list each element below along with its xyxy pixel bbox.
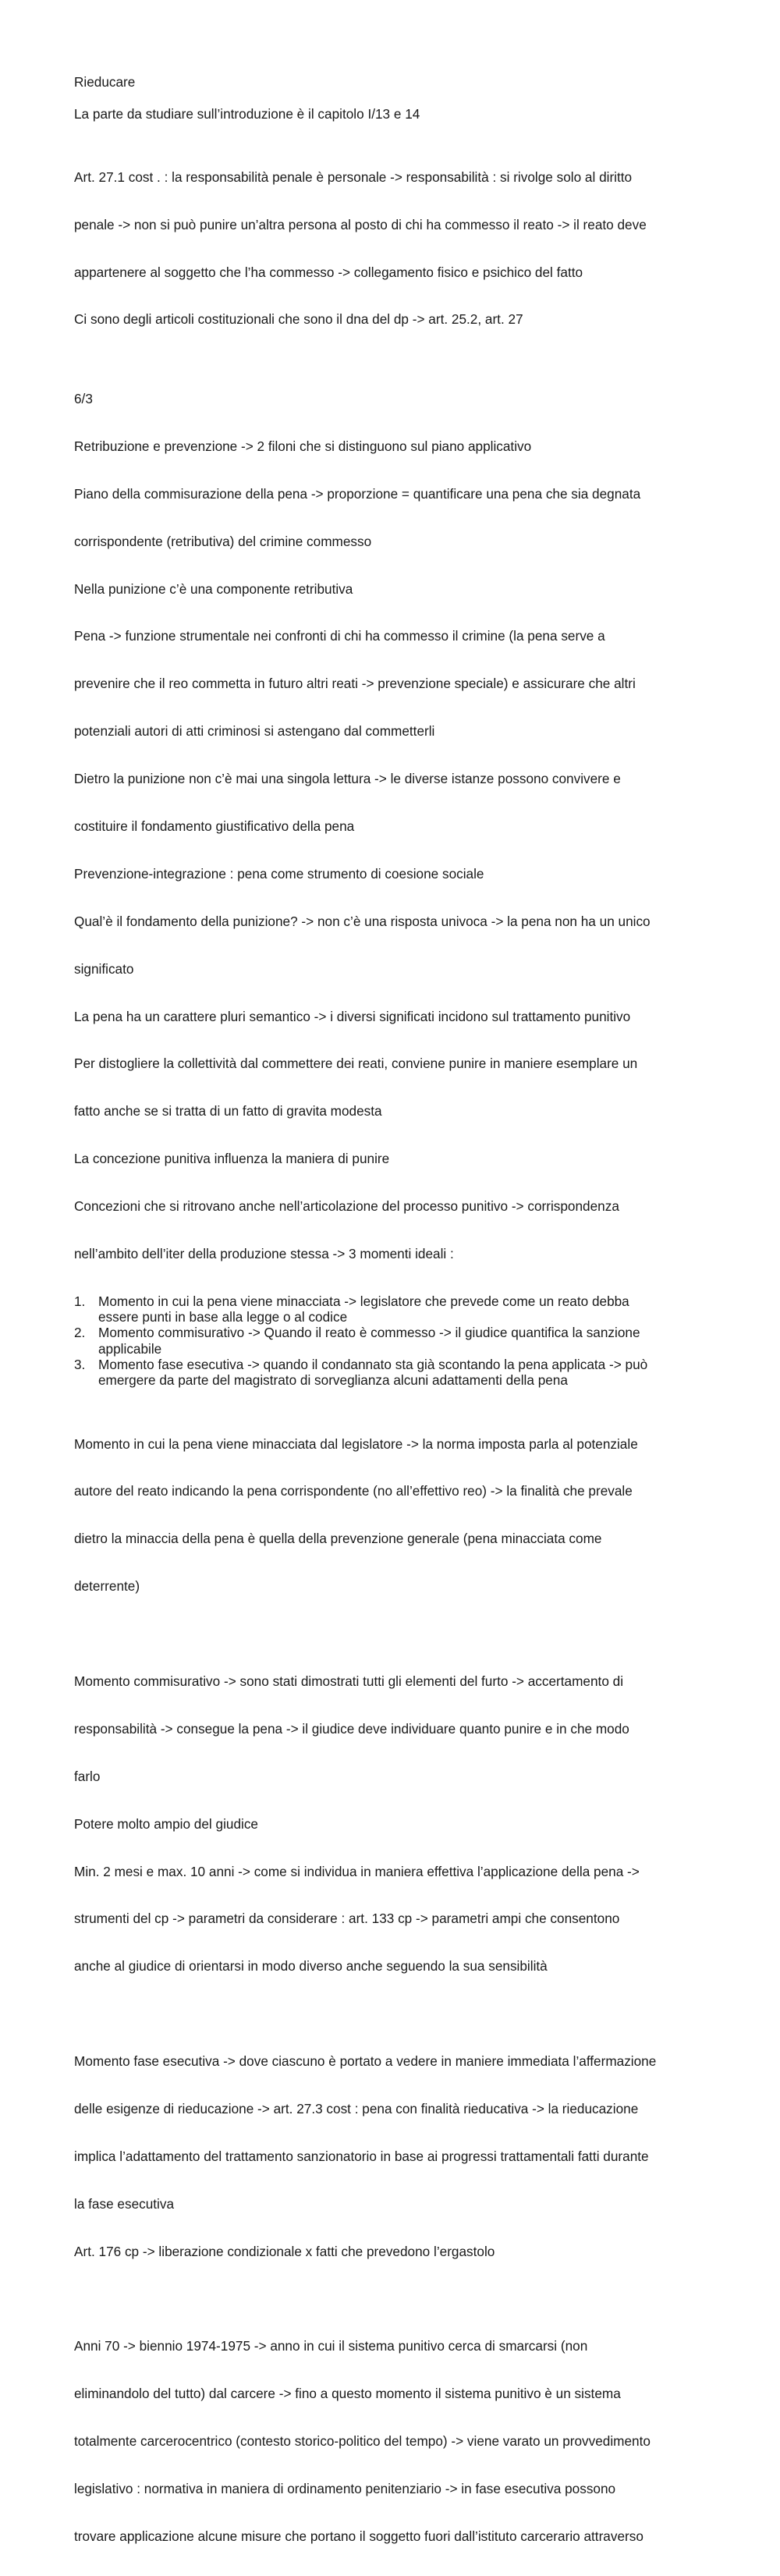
text-line: Prevenzione-integrazione : pena come strumento di coesione sociale [74,865,484,882]
anni-70-paragraph [74,2307,714,2576]
text-line: delle esigenze di rieducazione -> art. 27.3 cost : pena con finalità rieducativa -> la rieducazione [74,2101,639,2117]
text-line: Nella punizione c’è una componente retributiva [74,580,353,597]
text-line: Retribuzione e prevenzione -> 2 filoni che si distinguono sul piano applicativo [74,438,532,454]
text-line: anche al giudice di orientarsi in modo diverso anche seguendo la sua sensibilità [74,1958,548,1975]
title-line: Rieducare [74,74,136,90]
text-line: Momento commisurativo -> Quando il reato è commesso -> il giudice quantifica la sanzione [98,1325,640,1341]
text-line: Min. 2 mesi e max. 10 anni -> come si individua in maniera effettiva l’applicazione della pena -> [74,1863,640,1879]
date-line: 6/3 [74,390,93,406]
text-line: Potere molto ampio del giudice [74,1815,258,1832]
text-line: appartenere al soggetto che l’ha commesso -> collegamento fisico e psichico del fatto [74,264,583,280]
momenti-list [74,1293,714,1389]
text-line: Art. 176 cp -> liberazione condizionale x fatti che prevedono l’ergastolo [74,2243,495,2259]
list-number: 1. [74,1293,86,1309]
intro-paragraph [74,106,714,122]
art-27-paragraph [74,137,714,359]
text-line: Momento commisurativo -> sono stati dimostrati tutti gli elementi del furto -> accertamento di [74,1673,624,1689]
text-line: corrispondente (retributiva) del crimine commesso [74,533,372,549]
text-line: La pena ha un carattere pluri semantico -> i diversi significati incidono sul trattamento punitivo [74,1008,631,1024]
document-body [74,74,714,2576]
text-line: Momento in cui la pena viene minacciata dal legislatore -> la norma imposta parla al potenziale [74,1435,638,1452]
text-line: Pena -> funzione strumentale nei confronti di chi ha commesso il crimine (la pena serve a [74,628,605,644]
list-item [74,1293,714,1325]
text-line: Ci sono degli articoli costituzionali che sono il dna del dp -> art. 25.2, art. 27 [74,311,523,328]
list-number: 3. [74,1357,86,1373]
text-line: costituire il fondamento giustificativo della pena [74,818,355,834]
text-line: Momento in cui la pena viene minacciata -> legislatore che prevede come un reato debba [98,1293,629,1309]
text-line: applicabile [98,1340,162,1357]
text-line: legislativo : normativa in maniera di ordinamento penitenziario -> in fase esecutiva possono [74,2481,616,2497]
text-line: La concezione punitiva influenza la maniera di punire [74,1151,390,1167]
text-line: Momento fase esecutiva -> dove ciascuno è portato a vedere in maniere immediata l’affermazione [74,2053,657,2070]
date-heading [74,391,714,406]
text-line: prevenire che il reo commetta in futuro altri reati -> prevenzione speciale) e assicurare che altri [74,676,636,692]
minaccia-paragraph [74,1404,714,1626]
text-line: Anni 70 -> biennio 1974-1975 -> anno in cui il sistema punitivo cerca di smarcarsi (non [74,2338,588,2354]
text-line: Momento fase esecutiva -> quando il condannato sta già scontando la pena applicata -> può [98,1357,648,1373]
text-line: implica l’adattamento del trattamento sanzionatorio in base ai progressi trattamentali fatti durante [74,2148,649,2164]
text-line: farlo [74,1768,101,1784]
text-line: Per distogliere la collettività dal commettere dei reati, conviene punire in maniere esemplare un [74,1056,638,1072]
text-line: Concezioni che si ritrovano anche nell’articolazione del processo punitivo -> corrispondenza [74,1198,619,1215]
text-line: potenziali autori di atti criminosi si astengano dal commetterli [74,723,435,740]
esecutiva-paragraph [74,2022,714,2291]
text-line: essere punti in base alla legge o al codice [98,1309,348,1325]
text-line: fatto anche se si tratta di un fatto di gravita modesta [74,1103,382,1119]
list-item [74,1325,714,1357]
text-line: trovare applicazione alcune misure che portano il soggetto fuori dall’istituto carcerario attraverso [74,2528,644,2545]
text-line: responsabilità -> consegue la pena -> il giudice deve individuare quanto punire e in che modo [74,1720,629,1737]
text-line: penale -> non si può punire un’altra persona al posto di chi ha commesso il reato -> il reato deve [74,216,647,232]
text-line: Piano della commisurazione della pena -> proporzione = quantificare una pena che sia degnata [74,485,641,502]
text-line: significato [74,960,134,977]
text-line: Qual’è il fondamento della punizione? -> non c’è una risposta univoca -> la pena non ha un unico [74,913,651,929]
text-line: totalmente carcerocentrico (contesto storico-politico del tempo) -> viene varato un provvedimento [74,2433,651,2450]
section-6-3-paragraph [74,406,714,1293]
text-line: deterrente) [74,1578,140,1595]
text-line: dietro la minaccia della pena è quella della prevenzione generale (pena minacciata come [74,1531,602,1547]
text-line: emergere da parte del magistrato di sorveglianza alcuni adattamenti della pena [98,1372,568,1389]
text-line: nell’ambito dell’iter della produzione stessa -> 3 momenti ideali : [74,1245,454,1261]
text-line: la fase esecutiva [74,2195,175,2212]
list-item [74,1357,714,1389]
text-line: Dietro la punizione non c’è mai una singola lettura -> le diverse istanze possono convivere e [74,771,621,787]
document-title [74,74,714,90]
text-line: strumenti del cp -> parametri da considerare : art. 133 cp -> parametri ampi che consentono [74,1911,620,1927]
commisurativo-paragraph [74,1641,714,2006]
intro-line: La parte da studiare sull’introduzione è il capitolo I/13 e 14 [74,105,420,122]
text-line: Art. 27.1 cost . : la responsabilità penale è personale -> responsabilità : si rivolge solo al diritto [74,169,633,185]
list-number: 2. [74,1325,86,1341]
text-line: eliminandolo del tutto) dal carcere -> fino a questo momento il sistema punitivo è un sistema [74,2386,621,2402]
text-line: autore del reato indicando la pena corrispondente (no all’effettivo reo) -> la finalità che prevale [74,1483,633,1499]
